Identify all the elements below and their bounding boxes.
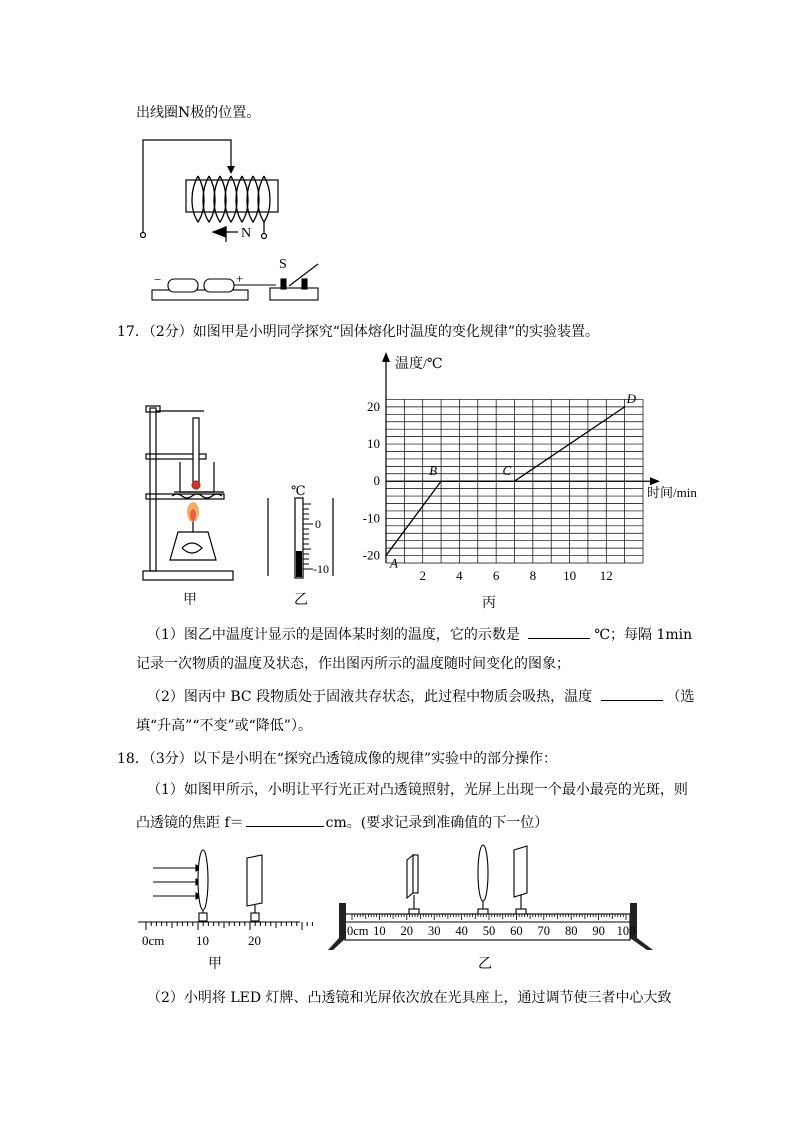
x-tick-label: 8 (529, 568, 537, 583)
q18-p1-text-c: cm。(要求记录到准确值的下一位） (325, 815, 549, 831)
battery-minus-label: − (154, 272, 162, 287)
thermometer-unit: ℃ (291, 483, 306, 498)
ruler-yi-label: 100 (616, 924, 636, 938)
fig18-yi-label: 乙 (478, 957, 492, 972)
point-label-D: D (626, 390, 637, 406)
y-tick-label: -10 (362, 510, 380, 526)
point-label-C: C (502, 463, 512, 479)
fig-yi-label: 乙 (294, 593, 308, 608)
fig-jia-label: 甲 (183, 593, 197, 608)
x-tick-label: 6 (492, 568, 500, 583)
fig-bing-label: 丙 (482, 596, 496, 611)
q17-p1-text-b: ℃；每隔 1min (594, 627, 693, 643)
q17-p1-text-a: （1）图乙中温度计显示的是固体某时刻的温度，它的示数是 (147, 627, 520, 643)
ruler-yi-label: 80 (564, 924, 578, 938)
q16-tail-text: 出线圈N极的位置。 (136, 105, 261, 121)
point-label-A: A (390, 555, 398, 571)
chart-ylabel: 温度/℃ (395, 357, 443, 372)
y-tick-label: 20 (367, 398, 380, 414)
chart-xlabel: 时间/min (647, 485, 697, 500)
ruler-yi-label: 20 (400, 924, 414, 938)
q17-p2-text-b: （选 (666, 689, 695, 705)
q17-stem: 17．（2分）如图甲是小明同学探究“固体熔化时温度的变化规律”的实验装置。 (117, 324, 600, 340)
x-tick-label: 10 (563, 568, 577, 583)
ruler-yi-label: 40 (455, 924, 468, 938)
q17-p1-line2: 记录一次物质的温度及状态，作出图丙所示的温度随时间变化的图象； (136, 656, 570, 672)
ruler-yi-label: 0cm (347, 924, 369, 938)
ruler-yi-label: 60 (510, 924, 523, 938)
switch-label: S (279, 257, 287, 272)
y-tick-label: 10 (367, 436, 380, 452)
ruler-jia-label-10: 10 (196, 933, 209, 948)
q18-p2-line1: （2）小明将 LED 灯牌、凸透镜和光屏依次放在光具座上，通过调节使三者中心大致 (147, 990, 672, 1006)
x-tick-label: 12 (599, 568, 613, 583)
ruler-yi-label: 10 (373, 924, 386, 938)
thermometer-tick-0: 0 (315, 517, 321, 531)
thermometer-tick-neg10: -10 (313, 562, 329, 576)
y-tick-label: 0 (373, 473, 380, 489)
q18-p1-text-b: 凸透镜的焦距 f＝ (136, 815, 244, 831)
q18-stem: 18．（3分）以下是小明在“探究凸透镜成像的规律”实验中的部分操作： (117, 751, 558, 767)
ruler-yi-label: 50 (482, 924, 496, 938)
ruler-yi-label: 30 (427, 924, 441, 938)
point-label-B: B (429, 463, 438, 479)
ruler-jia-label-0: 0cm (142, 933, 165, 948)
q18-p1-line1: （1）如图甲所示，小明让平行光正对凸透镜照射，光屏上出现一个最小最亮的光斑，则 (147, 782, 688, 798)
battery-plus-label: + (236, 271, 244, 286)
x-tick-label: 4 (456, 568, 463, 583)
ruler-yi-label: 90 (592, 924, 605, 938)
fig18-jia-label: 甲 (208, 957, 222, 972)
q17-p2-text-a: （2）图丙中 BC 段物质处于固液共存状态，此过程中物质会吸热，温度 (147, 689, 593, 705)
q17-p2-line2: 填“升高”“不变”或“降低”）。 (136, 718, 312, 734)
x-tick-label: 2 (419, 568, 426, 583)
y-tick-label: -20 (362, 547, 380, 563)
north-pole-label: N (241, 226, 252, 241)
ruler-jia-label-20: 20 (248, 933, 261, 948)
ruler-yi-label: 70 (537, 924, 551, 938)
